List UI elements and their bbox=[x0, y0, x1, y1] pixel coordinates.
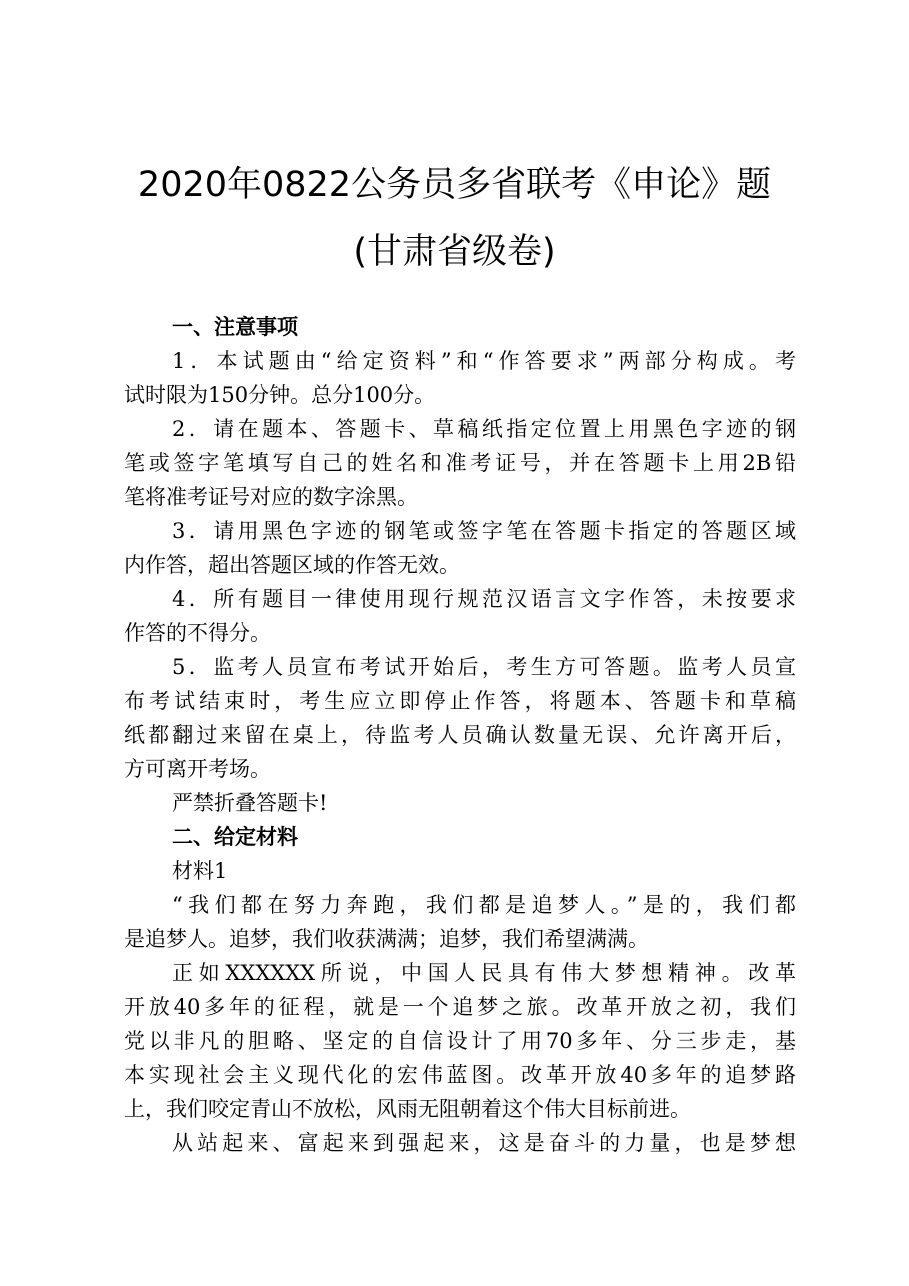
note-5-line-1: 5．监考人员宣布考试开始后，考生方可答题。监考人员宣 bbox=[172, 655, 796, 679]
document-body bbox=[124, 310, 796, 1160]
material-1-para-2-line-5: 上，我们咬定青山不放松，风雨无阻朝着这个伟大目标前进。 bbox=[124, 1097, 691, 1121]
material-1-para-1-line-2: 是追梦人。追梦，我们收获满满；追梦，我们希望满满。 bbox=[124, 927, 649, 951]
note-2-line-1: 2．请在题本、答题卡、草稿纸指定位置上用黑色字迹的钢 bbox=[172, 417, 796, 441]
note-5-line-2: 布考试结束时，考生应立即停止作答，将题本、答题卡和草稿 bbox=[124, 689, 796, 713]
note-3-line-2: 内作答，超出答题区域的作答无效。 bbox=[124, 553, 460, 577]
document-subtitle: (甘肃省级卷) bbox=[353, 232, 556, 272]
section-heading-notes: 一、注意事项 bbox=[172, 315, 298, 339]
warning-text: 严禁折叠答题卡! bbox=[172, 791, 328, 815]
note-1-line-1: 1．本试题由“给定资料”和“作答要求”两部分构成。考 bbox=[172, 349, 796, 373]
material-1-para-2-line-2: 开放40多年的征程，就是一个追梦之旅。改革开放之初，我们 bbox=[124, 995, 796, 1019]
material-1-para-2-line-1: 正如XXXXXX所说，中国人民具有伟大梦想精神。改革 bbox=[172, 961, 796, 985]
note-2-line-2: 笔或签字笔填写自己的姓名和准考证号，并在答题卡上用2B铅 bbox=[124, 451, 796, 475]
material-1-para-1-line-1: “我们都在努力奔跑，我们都是追梦人。”是的，我们都 bbox=[172, 893, 796, 917]
document-title: 2020年0822公务员多省联考《申论》题 bbox=[137, 165, 772, 205]
note-5-line-3: 纸都翻过来留在桌上，待监考人员确认数量无误、允许离开后， bbox=[124, 723, 796, 747]
note-1-line-2: 试时限为150分钟。总分100分。 bbox=[124, 383, 436, 407]
section-heading-materials: 二、给定材料 bbox=[172, 825, 298, 849]
material-1-label: 材料1 bbox=[172, 859, 228, 883]
material-1-para-3-line-1: 从站起来、富起来到强起来，这是奋斗的力量，也是梦想 bbox=[172, 1131, 796, 1155]
note-2-line-3: 笔将准考证号对应的数字涂黑。 bbox=[124, 485, 418, 509]
note-4-line-1: 4．所有题目一律使用现行规范汉语言文字作答，未按要求 bbox=[172, 587, 796, 611]
note-4-line-2: 作答的不得分。 bbox=[124, 621, 271, 645]
material-1-para-2-line-4: 本实现社会主义现代化的宏伟蓝图。改革开放40多年的追梦路 bbox=[124, 1063, 796, 1087]
note-5-line-4: 方可离开考场。 bbox=[124, 757, 271, 781]
note-3-line-1: 3．请用黑色字迹的钢笔或签字笔在答题卡指定的答题区域 bbox=[172, 519, 796, 543]
material-1-para-2-line-3: 党以非凡的胆略、坚定的自信设计了用70多年、分三步走，基 bbox=[124, 1029, 796, 1053]
